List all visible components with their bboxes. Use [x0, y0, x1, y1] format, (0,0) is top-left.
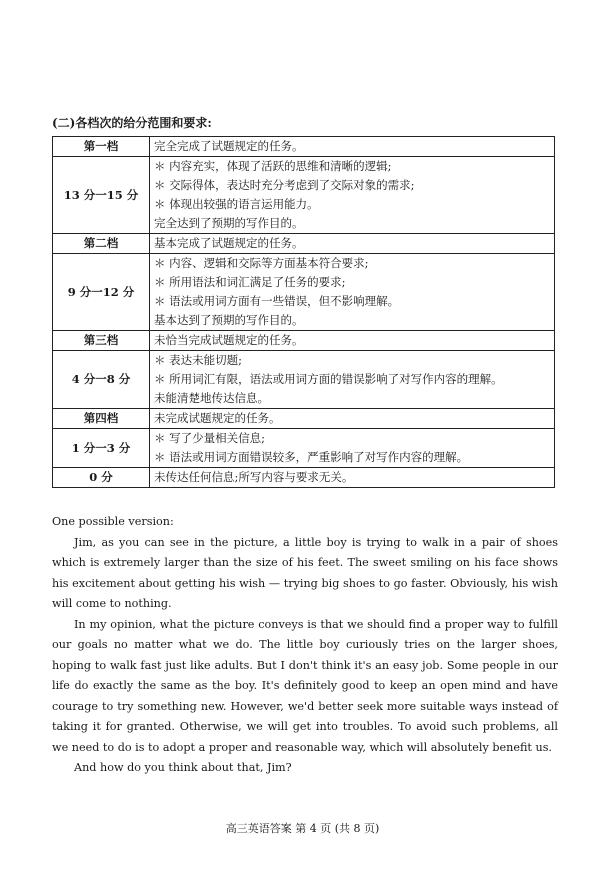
score-range: 4 分一8 分 [53, 351, 150, 409]
detail-line: ＊ 内容充实，体现了活跃的思维和清晰的逻辑; [154, 159, 392, 173]
level-summary: 未恰当完成试题规定的任务。 [150, 331, 555, 351]
grading-table [52, 136, 555, 488]
score-range: 1 分一3 分 [53, 429, 150, 468]
table-row [53, 409, 555, 429]
table-row [53, 331, 555, 351]
level-summary: 完全完成了试题规定的任务。 [150, 137, 555, 157]
detail-line: ＊ 内容、逻辑和交际等方面基本符合要求; [154, 256, 369, 270]
detail-line: 未能清楚地传达信息。 [154, 391, 269, 405]
table-row [53, 254, 555, 331]
level-summary: 基本完成了试题规定的任务。 [150, 234, 555, 254]
detail-line: ＊ 语法或用词方面错误较多，严重影响了对写作内容的理解。 [154, 450, 469, 464]
detail-line: ＊ 语法或用词方面有一些错误，但不影响理解。 [154, 294, 400, 308]
table-row [53, 234, 555, 254]
sample-essay [52, 512, 558, 779]
score-range: 9 分一12 分 [53, 254, 150, 331]
table-row [53, 429, 555, 468]
detail-line: ＊ 表达未能切题; [154, 353, 243, 367]
detail-line: ＊ 交际得体，表达时充分考虑到了交际对象的需求; [154, 178, 415, 192]
essay-paragraph: In my opinion, what the picture conveys is that we should find a proper way to fulfill our goals no matter what we do. The little boy curiously tries on the larger shoes, hoping to walk fast just like adults. But I don't think it's an easy job. Some people in our life do exactly the same as the boy. It's definitely good to keep an open mind and have courage to try something new. However, we'd better seek more suitable ways instead of taking it for granted. Otherwise, we will get into troubles. To avoid such problems, all we need to do is to adopt a proper and reasonable way, which will absolutely benefit us. [52, 617, 558, 754]
score-range: 13 分一15 分 [53, 157, 150, 234]
level-label: 第二档 [53, 234, 150, 254]
level-label: 第一档 [53, 137, 150, 157]
detail-line: ＊ 所用词汇有限，语法或用词方面的错误影响了对写作内容的理解。 [154, 372, 503, 386]
level-label: 第三档 [53, 331, 150, 351]
table-row [53, 351, 555, 409]
level-summary: 未传达任何信息;所写内容与要求无关。 [150, 468, 555, 488]
essay-paragraph: And how do you think about that, Jim? [74, 761, 292, 774]
essay-heading: One possible version: [52, 515, 174, 528]
level-details [150, 429, 555, 468]
detail-line: ＊ 体现出较强的语言运用能力。 [154, 197, 319, 211]
level-details [150, 351, 555, 409]
essay-paragraph: Jim, as you can see in the picture, a little boy is trying to walk in a pair of shoes which is extremely larger than the size of his feet. The sweet smiling on his face shows his excitement about getting his wish — trying big shoes to go faster. Obviously, his wish will come to nothing. [52, 535, 558, 610]
page-footer: 高三英语答案 第 4 页 (共 8 页) [225, 822, 380, 835]
detail-line: ＊ 写了少量相关信息; [154, 431, 266, 445]
table-row [53, 157, 555, 234]
level-details [150, 254, 555, 331]
detail-line: ＊ 所用语法和词汇满足了任务的要求; [154, 275, 346, 289]
table-row [53, 468, 555, 488]
level-summary: 未完成试题规定的任务。 [150, 409, 555, 429]
score-range: 0 分 [53, 468, 150, 488]
table-row [53, 137, 555, 157]
detail-line: 基本达到了预期的写作目的。 [154, 313, 304, 327]
level-label: 第四档 [53, 409, 150, 429]
section-heading: (二)各档次的给分范围和要求: [52, 116, 212, 130]
detail-line: 完全达到了预期的写作目的。 [154, 216, 304, 230]
level-details [150, 157, 555, 234]
